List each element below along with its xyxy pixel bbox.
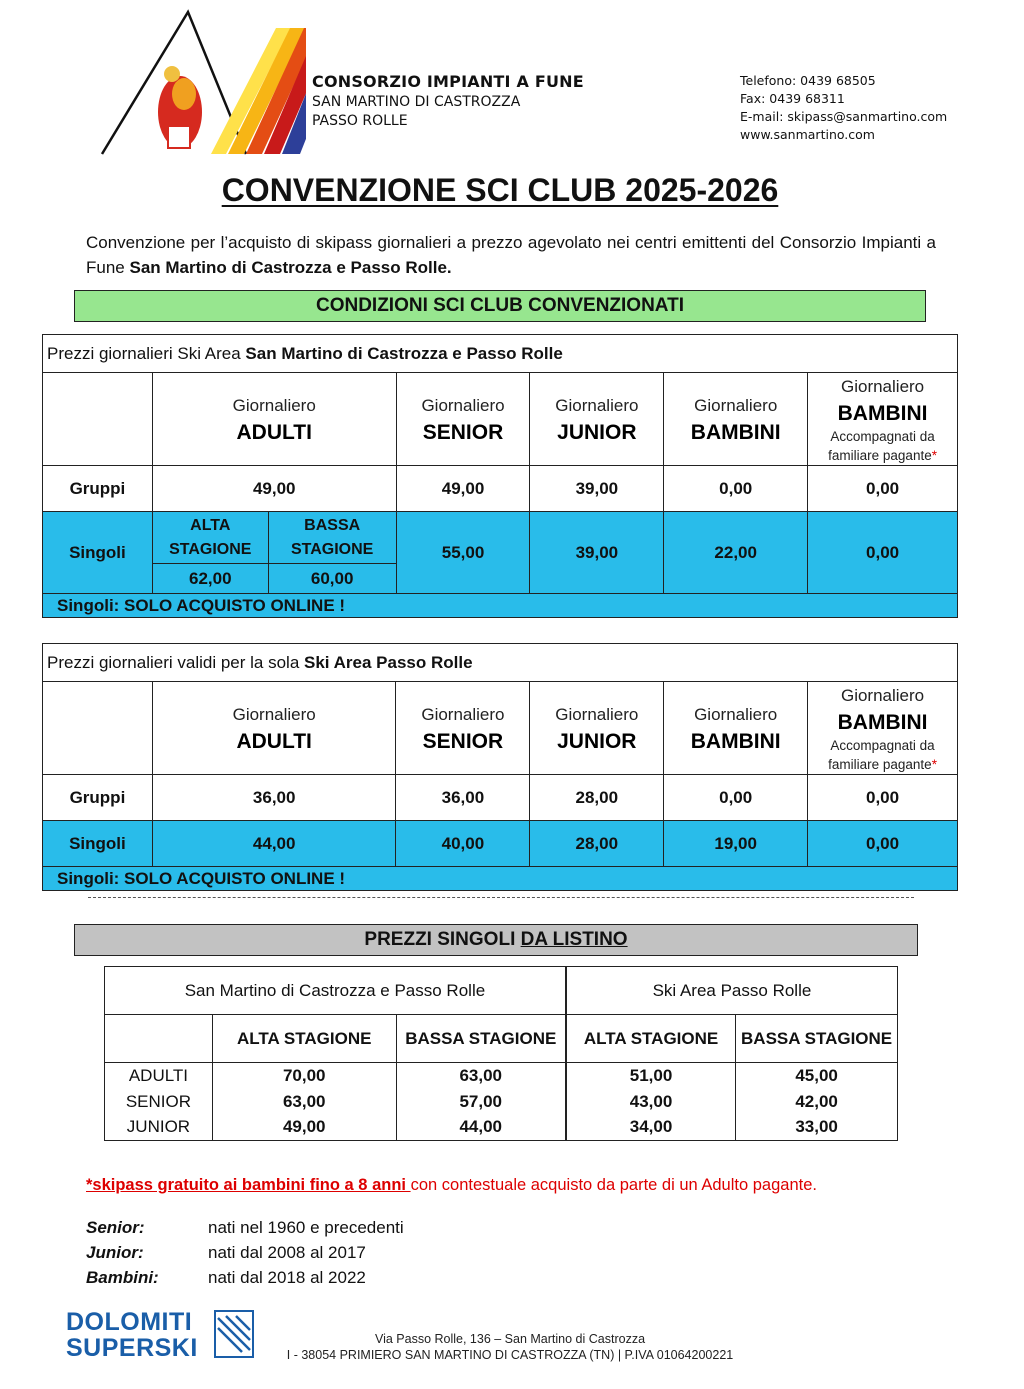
table-row [43, 466, 958, 512]
header-junior: Giornaliero JUNIOR [530, 373, 664, 466]
fax: Fax: 0439 68311 [740, 91, 845, 106]
dolomiti-superski-logo: DOLOMITI SUPERSKI [64, 1308, 254, 1360]
price-cell: 44,00 [152, 821, 396, 867]
consorzio-logo [96, 8, 306, 158]
listino-area-passorolle: Ski Area Passo Rolle [566, 967, 898, 1015]
header-senior: Giornaliero SENIOR [396, 682, 530, 775]
price-cell: 39,00 [530, 512, 664, 594]
price-cell: 49,00 [396, 466, 530, 512]
price-table-passo-rolle [42, 643, 958, 891]
online-only-note: Singoli: SOLO ACQUISTO ONLINE ! [43, 594, 958, 618]
price-cell: 0,00 [808, 775, 958, 821]
price-cell: 28,00 [530, 821, 664, 867]
superski-mark-icon [214, 1310, 254, 1358]
table-row [43, 821, 958, 867]
empty-header [105, 1015, 213, 1063]
price-cell: 0,00 [808, 512, 958, 594]
children-free-note: *skipass gratuito ai bambini fino a 8 anni con contestuale acquisto da parte di un Adulto pagante. [86, 1176, 817, 1194]
price-cell: 0,00 [664, 466, 808, 512]
header-bambini: Giornaliero BAMBINI [664, 682, 808, 775]
table-row [43, 775, 958, 821]
price-cell: 55,00 [396, 512, 530, 594]
row-label-singoli: Singoli [43, 821, 153, 867]
header-bambini-accompagnati: Giornaliero BAMBINI Accompagnati da familiare pagante* [808, 373, 958, 466]
header-adulti: Giornaliero ADULTI [152, 682, 396, 775]
header-bambini: Giornaliero BAMBINI [664, 373, 808, 466]
bassa-stagione-label: BASSA STAGIONE [268, 512, 396, 564]
listino-banner: PREZZI SINGOLI DA LISTINO [74, 924, 918, 956]
table-row: JUNIOR 49,00 44,00 34,00 33,00 [105, 1115, 898, 1141]
conditions-banner: CONDIZIONI SCI CLUB CONVENZIONATI [74, 290, 926, 322]
table-caption: Prezzi giornalieri Ski Area San Martino di Castrozza e Passo Rolle [43, 335, 958, 373]
definition-bambini: Bambini: nati dal 2018 al 2022 [86, 1268, 366, 1287]
age-definitions [86, 1215, 404, 1290]
header-senior: Giornaliero SENIOR [396, 373, 530, 466]
price-cell: 0,00 [808, 821, 958, 867]
price-cell: 60,00 [268, 564, 396, 594]
row-label-gruppi: Gruppi [43, 466, 153, 512]
col-bassa-stagione: BASSA STAGIONE [396, 1015, 566, 1063]
price-cell: 62,00 [152, 564, 268, 594]
col-alta-stagione: ALTA STAGIONE [212, 1015, 396, 1063]
price-table-sanmartino [42, 334, 958, 618]
definition-senior: Senior: nati nel 1960 e precedenti [86, 1218, 404, 1237]
price-cell: 49,00 [152, 466, 396, 512]
col-bassa-stagione: BASSA STAGIONE [736, 1015, 898, 1063]
dashed-divider [88, 897, 914, 899]
intro-paragraph: Convenzione per l’acquisto di skipass giornalieri a prezzo agevolato nei centri emittenti del Consorzio Impianti a Fune San Martino di Castrozza e Passo Rolle. [86, 233, 936, 277]
empty-header [43, 373, 153, 466]
header-adulti: Giornaliero ADULTI [152, 373, 396, 466]
price-cell: 36,00 [396, 775, 530, 821]
org-location: SAN MARTINO DI CASTROZZA [312, 94, 521, 110]
price-cell: 22,00 [664, 512, 808, 594]
contact-block [740, 72, 947, 144]
row-label-gruppi: Gruppi [43, 775, 153, 821]
header-junior: Giornaliero JUNIOR [530, 682, 664, 775]
col-alta-stagione: ALTA STAGIONE [566, 1015, 736, 1063]
empty-header [43, 682, 153, 775]
price-cell: 40,00 [396, 821, 530, 867]
price-cell: 39,00 [530, 466, 664, 512]
online-only-note: Singoli: SOLO ACQUISTO ONLINE ! [43, 867, 958, 891]
row-label-singoli: Singoli [43, 512, 153, 594]
price-cell: 36,00 [152, 775, 396, 821]
price-cell: 0,00 [808, 466, 958, 512]
org-name: CONSORZIO IMPIANTI A FUNE [312, 72, 584, 91]
alta-stagione-label: ALTA STAGIONE [152, 512, 268, 564]
listino-table [104, 966, 898, 1141]
website[interactable]: www.sanmartino.com [740, 127, 875, 142]
organization-block [312, 72, 584, 129]
phone: Telefono: 0439 68505 [740, 73, 876, 88]
listino-area-sanmartino: San Martino di Castrozza e Passo Rolle [105, 967, 566, 1015]
page-title: CONVENZIONE SCI CLUB 2025-2026 [221, 172, 779, 208]
table-row: SENIOR 63,00 57,00 43,00 42,00 [105, 1089, 898, 1115]
price-cell: 28,00 [530, 775, 664, 821]
price-cell: 19,00 [664, 821, 808, 867]
email[interactable]: E-mail: skipass@sanmartino.com [740, 109, 948, 124]
table-caption: Prezzi giornalieri validi per la sola Ski Area Passo Rolle [43, 644, 958, 682]
header-bambini-accompagnati: Giornaliero BAMBINI Accompagnati da familiare pagante* [808, 682, 958, 775]
table-row [43, 512, 958, 564]
footer-address: Via Passo Rolle, 136 – San Martino di Castrozza I - 38054 PRIMIERO SAN MARTINO DI CASTROZZA (TN) | P.IVA 01064200221 [286, 1332, 734, 1362]
price-cell: 0,00 [664, 775, 808, 821]
org-location-2: PASSO ROLLE [312, 113, 408, 129]
table-row: ADULTI 70,00 63,00 51,00 45,00 [105, 1063, 898, 1089]
definition-junior: Junior: nati dal 2008 al 2017 [86, 1243, 366, 1262]
